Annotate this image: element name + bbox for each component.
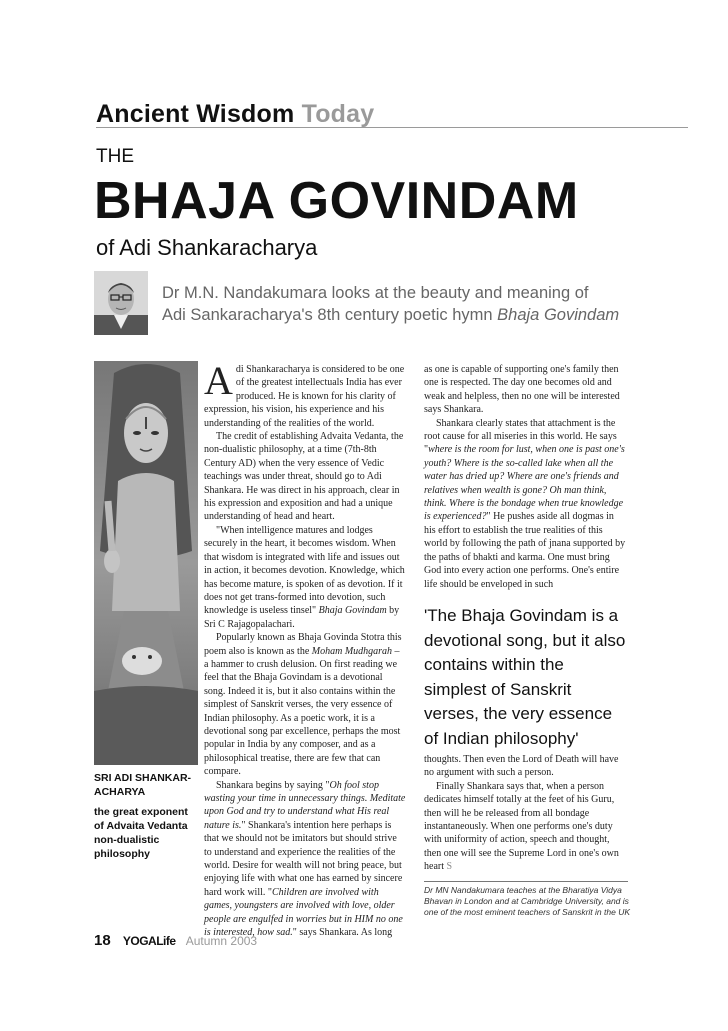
issue-date: Autumn 2003 xyxy=(185,934,258,948)
standfirst-line-1: Dr M.N. Nandakumara looks at the beauty and meaning of xyxy=(162,284,589,302)
article-title: BHAJA GOVINDAM xyxy=(94,172,579,230)
paragraph-text: Finally Shankara says that, when a person dedicates himself totally at the feet of his Guru, then will he be released from all bondage instantaneously. When one performs one's duty with uniformity of action, speech and thought, then one will see the Supreme Lord in one's own heart xyxy=(424,780,619,873)
paragraph-italic: Moham Mudhgarah xyxy=(311,645,393,657)
section-title-bold: Ancient Wisdom xyxy=(96,100,295,128)
paragraph-text: – a hammer to crush delusion. On first reading we feel that the Bhaja Govindam is a devotional song. Indeed it is, but it also contains within the simplest of Sanskrit verses, the very essence of Indian philosophy. As a poetic work, it is a devotional song par excellence, perhaps the most popular in India by any composer, and as a philosophical treatise, there are few that can compare. xyxy=(204,645,401,778)
header-rule xyxy=(96,127,688,128)
title-kicker: THE xyxy=(96,146,134,167)
magazine-name: YOGALife xyxy=(122,934,176,948)
paragraph-text: "When intelligence matures and lodges securely in the heart, it becomes wisdom. When that wisdom is integrated with life and issues out in action, it becomes devotion. Knowledge, which has become mature, is spoken of as devotion. If it does not get trans-formed into devotion, such knowledge is useless tinsel" xyxy=(204,524,405,617)
paragraph: as one is capable of supporting one's family then one is respected. The day one becomes old and weak and helpless, then no one will be interested says Shankara. xyxy=(424,364,620,416)
paragraph-text: Shankara clearly states that attachment is the root cause for all miseries in this world. He says " xyxy=(424,417,617,456)
paragraph-intro xyxy=(204,358,406,430)
section-title-light: Today xyxy=(301,100,375,128)
standfirst-text: Adi Sankaracharya's 8th century poetic hymn xyxy=(162,306,498,324)
author-bio: Dr MN Nandakumara teaches at the Bharatiya Vidya Bhavan in London and at Cambridge University, and is one of the most eminent teachers of Sanskrit in the UK xyxy=(424,885,630,917)
article-subtitle: of Adi Shankaracharya xyxy=(96,235,318,260)
paragraph xyxy=(424,780,628,874)
page-footer xyxy=(94,932,257,949)
end-mark: S xyxy=(446,861,453,873)
body-column-3-bottom xyxy=(424,753,628,874)
paragraph-text: by Sri C Rajagopalachari. xyxy=(204,605,400,630)
paragraph xyxy=(424,417,628,591)
shankaracharya-painting xyxy=(94,361,198,765)
paragraph-italic: Bhaja Govindam xyxy=(318,605,387,617)
author-portrait xyxy=(94,271,148,335)
paragraph-text: " says Shankara. As long xyxy=(292,927,393,939)
paragraph-italic: where is the room for lust, when one is past one's youth? Where is the so-called lake when all the water has dried up? Where are one's friends and relatives when wealth is gone? Oh man think, think. Where is the bondage when true knowledge is experienced? xyxy=(424,444,625,523)
paragraph-text: " He pushes aside all dogmas in his effort to establish the true realities of this world by following the path of jnana supported by the paths of bhakti and karma. One must bring God into every action one performs. One's entire life should be enveloped in such xyxy=(424,511,626,590)
page-number: 18 xyxy=(94,932,111,949)
paragraph-text: Shankara begins by saying " xyxy=(216,779,330,791)
paragraph-italic: Children are involved with games, youngsters are involved with love, older people are engulfed in worries but in HIM no one is interested, how sad. xyxy=(204,886,403,939)
bio-rule xyxy=(424,881,628,882)
paragraph: The credit of establishing Advaita Vedanta, the non-dualistic philosophy, at a time (7th-8th Century AD) when the very essence of Vedic teachings was under threat, should go to Adi Shankara. He was direct in his approach, clear in his expression and exposition and had a unique understanding of head and heart. xyxy=(204,431,404,523)
paragraph-intro-text: di Shankaracharya is considered to be one of the greatest intellectuals India has ever produced. He is known for his clarity of expression, his vision, his experience and his understanding of the realities of the world. xyxy=(204,364,405,429)
paragraph-text: " Shankara's intention here perhaps is that we should not be imitators but should strive to understand and experience the realities of the world. Desire for wealth will not bring peace, but enjoying life with what one has earned by sincere hard work will. " xyxy=(204,819,403,898)
body-column-3-top xyxy=(424,363,628,591)
paragraph xyxy=(204,779,406,940)
paragraph xyxy=(204,524,406,631)
caption-description: the great exponent of Advaita Vedanta non-dualistic philosophy xyxy=(94,806,188,860)
caption-name: SRI ADI SHANKAR-ACHARYA xyxy=(94,772,192,798)
drop-cap: A xyxy=(204,358,233,403)
paragraph: thoughts. Then even the Lord of Death will have no argument with such a person. xyxy=(424,754,619,779)
paragraph xyxy=(204,631,406,778)
standfirst-hymn-title: Bhaja Govindam xyxy=(497,306,620,324)
standfirst xyxy=(162,282,662,326)
body-column-2 xyxy=(204,358,406,939)
pull-quote: 'The Bhaja Govindam is a devotional song, but it also contains within the simplest of Sanskrit verses, the very essence of Indian philosophy' xyxy=(424,606,626,748)
paragraph-text: Popularly known as Bhaja Govinda Stotra this poem also is known as the xyxy=(204,632,402,657)
standfirst-line-2 xyxy=(162,304,662,326)
section-header xyxy=(96,100,374,129)
image-caption xyxy=(94,771,198,867)
paragraph-italic: Oh fool stop wasting your time in unnecessary things. Meditate upon God and try to understand what His real nature is. xyxy=(204,779,406,831)
